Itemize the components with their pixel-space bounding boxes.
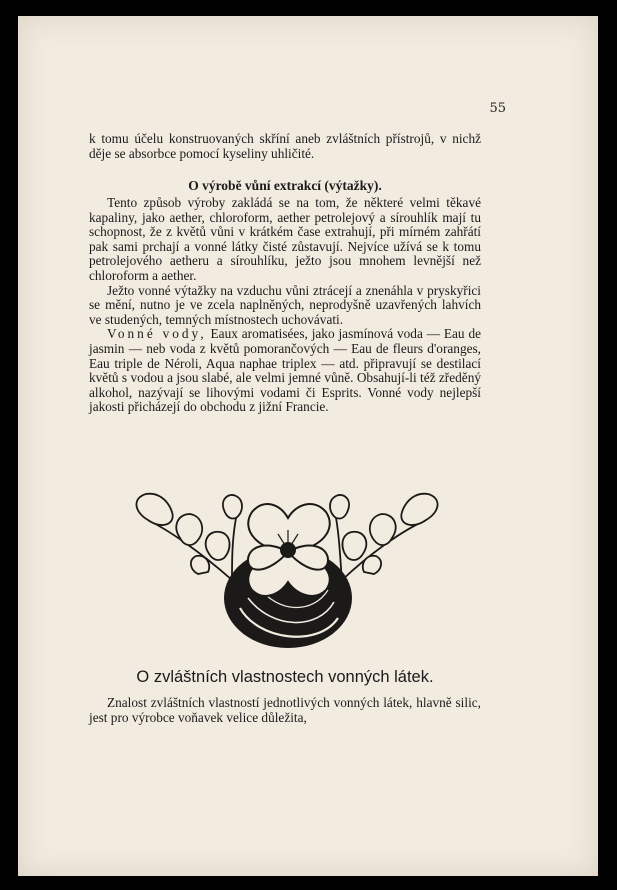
term-vonne-vody: Vonné vody, xyxy=(107,326,207,342)
paragraph-waters xyxy=(89,327,481,415)
paragraph-properties: Znalost zvláštních vlastností jednotlivých vonných látek, hlavně silic, jest pro výrobce voňavek velice důležita, xyxy=(89,695,481,725)
ornament-right-branch xyxy=(330,494,438,580)
section-heading-extraction: O výrobě vůní extrakcí (výtažky). xyxy=(188,178,382,193)
paragraph-storage: Ježto vonné výtažky na vzduchu vůni ztrácejí a znenáhla v pryskyřici se mění, nutno je ve zcela naplněných, neprodyšně uzavřených lahvích ve studených, temných místnostech uchovávati. xyxy=(89,282,481,327)
ornament-central-flower xyxy=(248,504,330,596)
floral-ornament xyxy=(128,490,444,670)
intro-paragraph xyxy=(89,132,481,161)
paragraph-method: Tento způsob výroby zakládá se na tom, že některé velmi těkavé kapaliny, jako aether, chloroform, aether petrolejový a sírouhlík mají tu schopnost, že z květů vůni v krátkém čase extrahují, při mírném zahřátí pak sami prchají a vonné látky čisté zůstavují. Nejvíce užívá se k tomu petrolejového aetheru a sírouhlíku, ježto jsou mnohem levnější než chloroform a aether. xyxy=(89,195,481,283)
section-body-properties xyxy=(89,696,481,725)
paragraph-waters-text: Eaux aromatisées, jako jasmínová voda — Eau de jasmin — neb voda z květů pomorančových — Eau de fleurs d'oranges, Eau triple de Néroli, Aqua naphae triplex — atd. připravují se destilací květů s vodou a jsou slabé, ale velmi jemné vůně. Obsahují-li též zředěný alkohol, nazývají se lihovými vodami či Esprits. Vonné vody nejlepší jakosti přicházejí do obchodu z jižní Francie. xyxy=(89,326,481,415)
ornament-left-branch xyxy=(136,494,242,580)
section-body-extraction xyxy=(89,196,481,415)
page-number: 55 xyxy=(489,101,506,116)
intro-text: k tomu účelu konstruovaných skříní aneb zvláštních přístrojů, v nichž děje se absorbce pomocí kyseliny uhličité. xyxy=(89,131,481,161)
section-heading-properties: O zvláštních vlastnostech vonných látek. xyxy=(136,668,434,686)
book-page xyxy=(18,16,598,876)
